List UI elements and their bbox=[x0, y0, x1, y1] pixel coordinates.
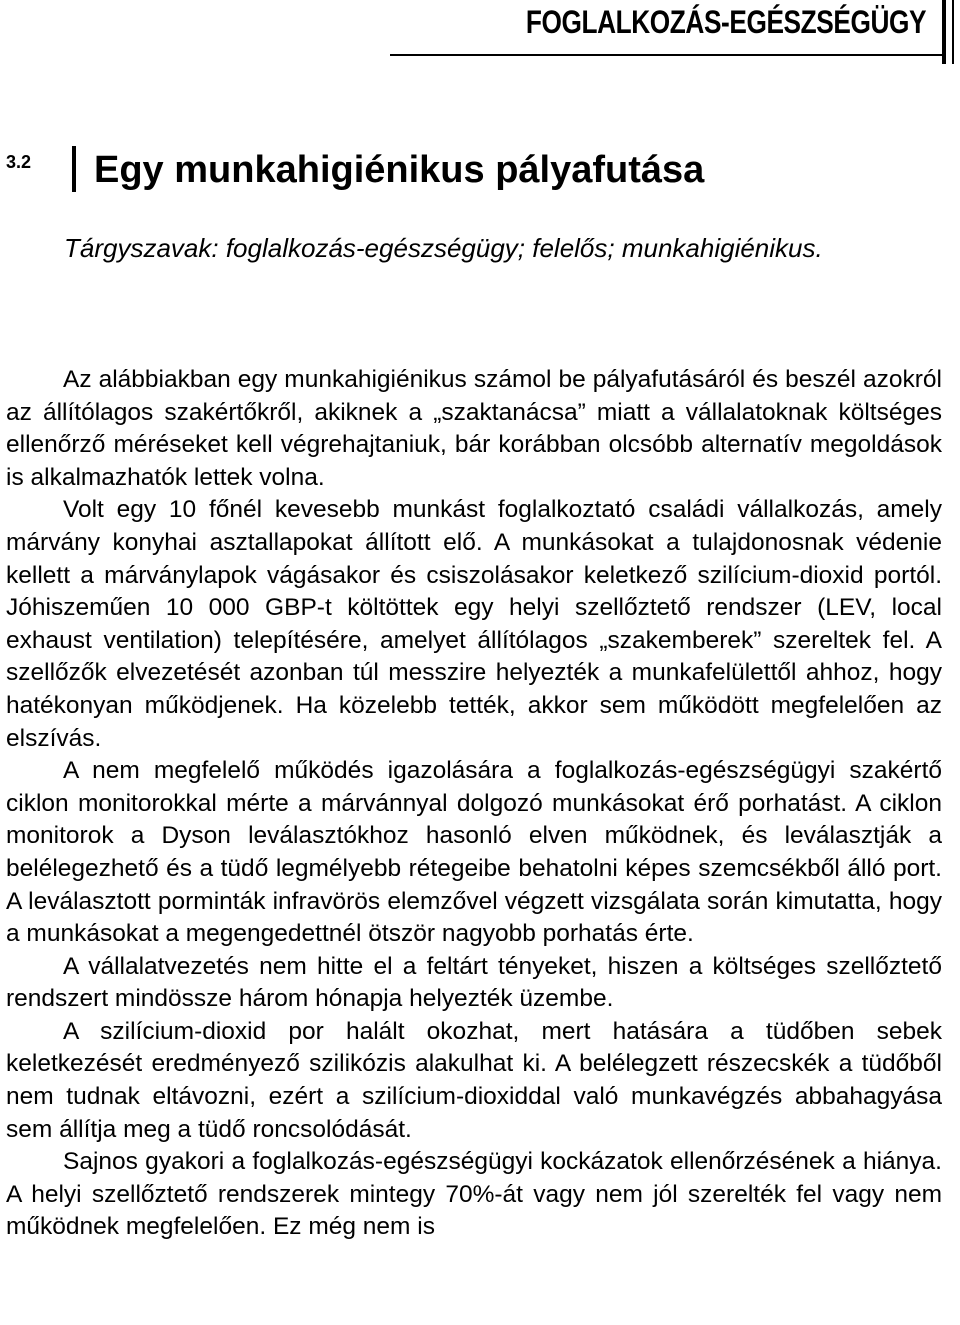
header-horizontal-rule bbox=[390, 54, 942, 56]
running-title: FOGLALKOZÁS-EGÉSZSÉGÜGY bbox=[525, 4, 926, 40]
header-vertical-rule-thin bbox=[952, 0, 954, 64]
article-body bbox=[6, 364, 942, 1244]
body-paragraph: Az alábbiakban egy munkahigiénikus számol be pályafutásáról és beszél azokról az állítólagos szakértőkről, akiknek a „szaktanácsa” miatt a vállalatoknak költséges ellenőrző méréseket kell végrehajtaniuk, bár korábban olcsóbb alternatív megoldások is alkalmazhatók lettek volna. bbox=[6, 366, 942, 491]
header-vertical-rule bbox=[942, 0, 946, 64]
body-paragraph: A vállalatvezetés nem hitte el a feltárt tényeket, hiszen a költséges szellőztető rendszert mindössze három hónapja helyezték üzembe. bbox=[6, 952, 942, 1013]
keywords-line: Tárgyszavak: foglalkozás-egészségügy; felelős; munkahigiénikus. bbox=[64, 233, 823, 263]
body-paragraph: Volt egy 10 főnél kevesebb munkást foglalkoztató családi vállalkozás, amely márvány konyhai asztallapokat állított elő. A munkásokat a tulajdonosnak védenie kellett a márványlapok vágásakor és csiszolásakor keletkező szilícium-dioxid portól. Jóhiszeműen 10 000 GBP-t költöttek egy helyi szellőztető rendszer (LEV, local exhaust ventilation) telepítésére, amelyet állítólagos „szakemberek” szereltek fel. A szellőzők elvezetését azonban túl messzire helyezték a munkafelülettől ahhoz, hogy hatékonyan működjenek. Ha közelebb tették, akkor sem működött megfelelően az elszívás. bbox=[6, 496, 942, 752]
body-paragraph: A szilícium-dioxid por halált okozhat, mert hatására a tüdőben sebek keletkezését eredményező szilikózis alakulhat ki. A belélegzett részecskék a tüdőből nem tudnak eltávozni, ezért a szilícium-dioxiddal való munkavégzés abbahagyása sem állítja meg a tüdő roncsolódását. bbox=[6, 1017, 942, 1143]
page-header bbox=[0, 0, 960, 58]
section-number: 3.2 bbox=[6, 152, 32, 172]
section-divider-bar bbox=[72, 146, 76, 192]
body-paragraph: A nem megfelelő működés igazolására a foglalkozás-egészségügyi szakértő ciklon monitorokkal mérte a márvánnyal dolgozó munkásokat érő porhatást. A ciklon monitorok a Dyson leválasztókhoz hasonló elven működnek, és leválasztják a belélegezhető és a tüdő legmélyebb rétegeibe behatolni képes szemcsékből álló port. A leválasztott porminták infravörös elemzővel végzett vizsgálata során kimutatta, hogy a munkásokat a megengedettnél ötször nagyobb porhatás érte. bbox=[6, 757, 942, 948]
section-title: Egy munkahigiénikus pályafutása bbox=[94, 149, 705, 191]
body-paragraph: Sajnos gyakori a foglalkozás-egészségügyi kockázatok ellenőrzésének a hiánya. A helyi szellőztető rendszerek mintegy 70%-át vagy nem jól szerelték fel vagy nem működnek megfelelően. Ez még nem is bbox=[6, 1148, 942, 1241]
